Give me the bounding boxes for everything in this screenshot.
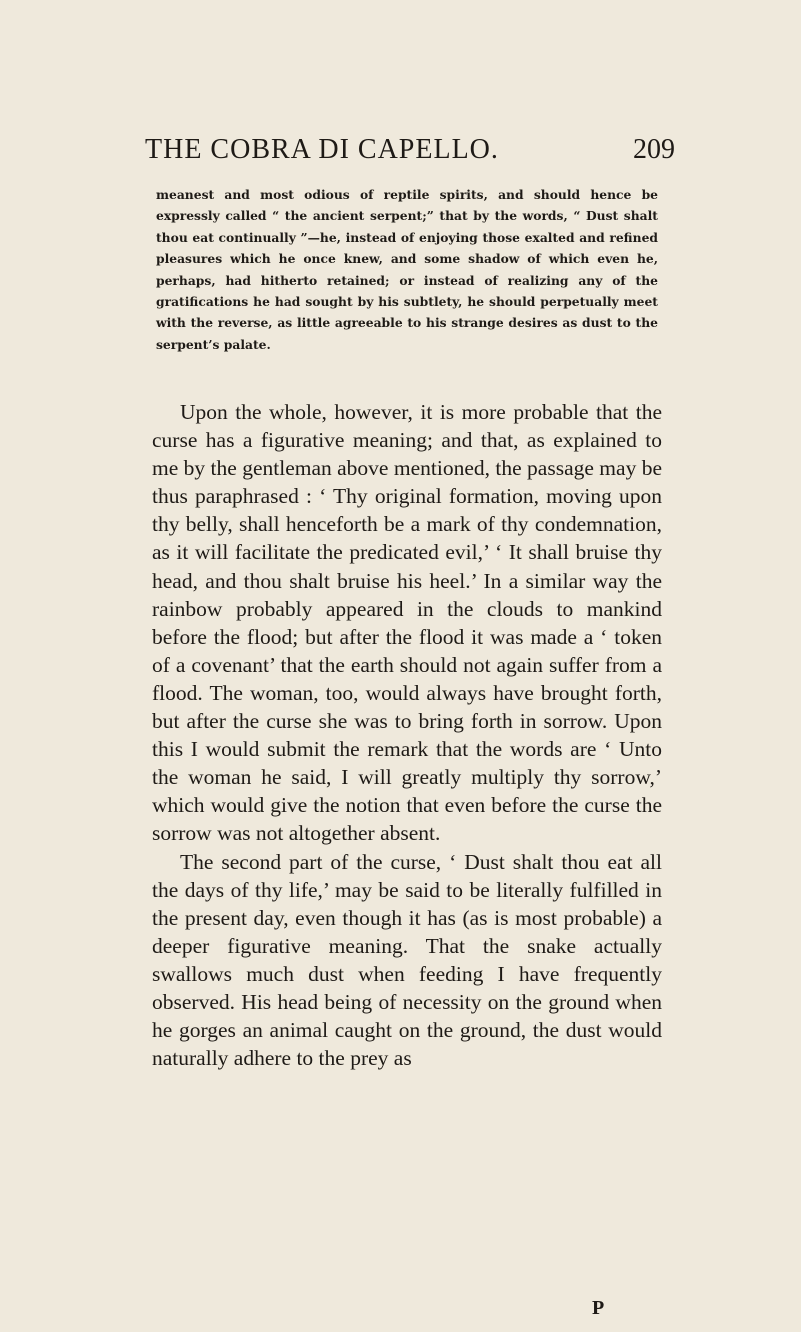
page-number: 209 — [633, 134, 675, 165]
main-paragraph-2: The second part of the curse, ‘ Dust shalt thou eat all the days of thy life,’ may be said to be literally fulfilled in the present day, even though it has (as is most probable) a deeper figurative meaning. That the snake actually swallows much dust when feeding I have frequently observed. His head being of necessity on the ground when he gorges an animal caught on the ground, the dust would naturally adhere to the prey as — [152, 849, 662, 1071]
running-title: THE COBRA DI CAPELLO. — [145, 134, 499, 165]
signature-mark: P — [592, 1297, 605, 1319]
main-paragraph-1: Upon the whole, however, it is more probable that the curse has a figurative meaning; and that, as explained to me by the gentleman above mentioned, the passage may be thus paraphrased : ‘ Thy original formation, moving upon thy belly, shall henceforth be a mark of thy condemnation, as it will facilitate the predicated evil,’ ‘ It shall bruise thy head, and thou shalt bruise his heel.’ In a similar way the rainbow probably appeared in the clouds to mankind before the flood; but after the flood it was made a ‘ token of a covenant’ that the earth should not again suffer from a flood. The woman, too, would always have brought forth, but after the curse she was to bring forth in sorrow. Upon this I would submit the remark that the words are ‘ Unto the woman he said, I will greatly multiply thy sorrow,’ which would give the notion that even before the curse the sorrow was not altogether absent. — [152, 400, 662, 846]
running-head — [145, 134, 675, 168]
main-text — [152, 398, 662, 1072]
small-print-paragraph — [156, 184, 658, 355]
small-print-text: meanest and most odious of reptile spirits, and should hence be expressly called “ the ancient serpent;” that by the words, “ Dust shalt thou eat continually ”—he, instead of enjoying those exalted and refined pleasures which he once knew, and some shadow of which even he, perhaps, had hitherto retained; or instead of realizing any of the gratifications he had sought by his subtlety, he should perpetually meet with the reverse, as little agreeable to his strange desires as dust to the serpent’s palate. — [156, 187, 658, 352]
